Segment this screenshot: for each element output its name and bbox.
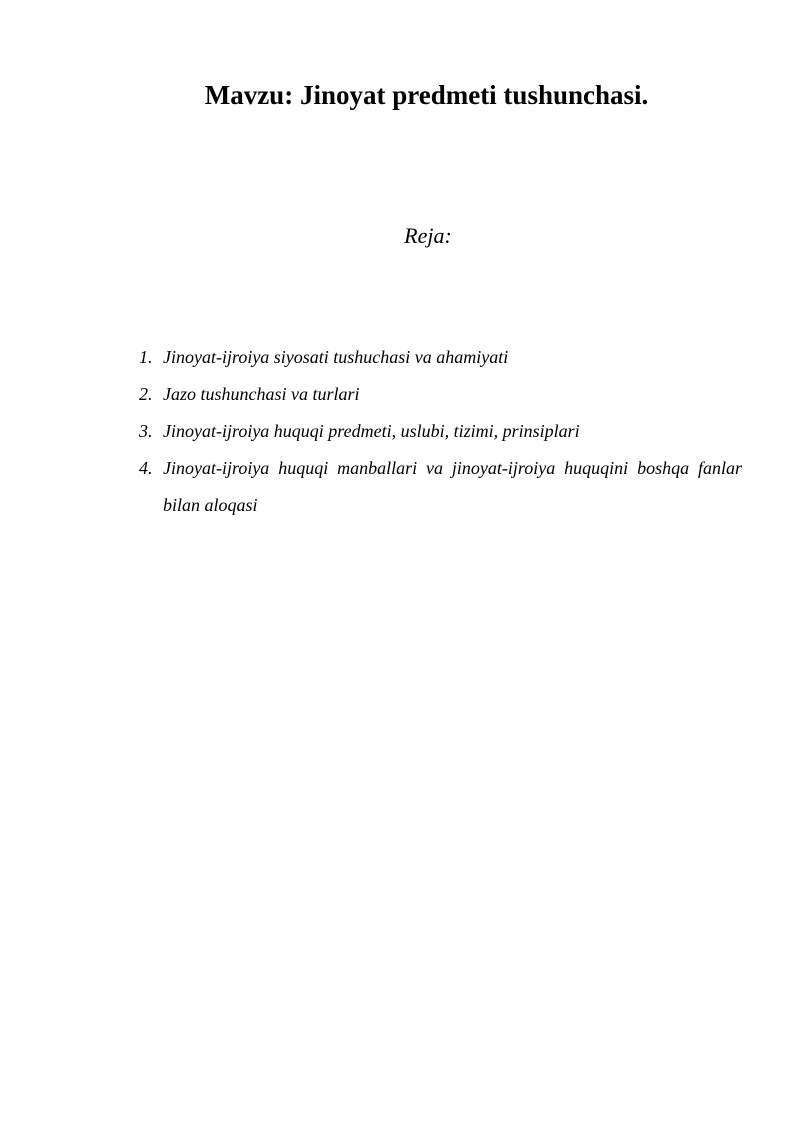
list-item-number: 3.	[139, 421, 153, 441]
list-item	[134, 339, 742, 376]
list-item-number: 4.	[139, 458, 153, 478]
list-item-text: Jinoyat-ijroiya huquqi manballari va jinoyat-ijroiya huquqini boshqa fanlar bilan aloqasi	[163, 458, 742, 515]
list-item-text: Jinoyat-ijroiya huquqi predmeti, uslubi, tizimi, prinsiplari	[163, 421, 580, 441]
list-item-text: Jinoyat-ijroiya siyosati tushuchasi va ahamiyati	[163, 347, 509, 367]
list-item	[134, 450, 742, 524]
list-item-number: 1.	[139, 347, 153, 367]
plan-heading: Reja:	[404, 223, 452, 248]
page-title: Mavzu: Jinoyat predmeti tushunchasi.	[204, 80, 649, 110]
list-item	[134, 376, 742, 413]
list-item-text: Jazo tushunchasi va turlari	[163, 384, 360, 404]
plan-list	[134, 339, 742, 524]
list-item	[134, 413, 742, 450]
list-item-number: 2.	[139, 384, 153, 404]
